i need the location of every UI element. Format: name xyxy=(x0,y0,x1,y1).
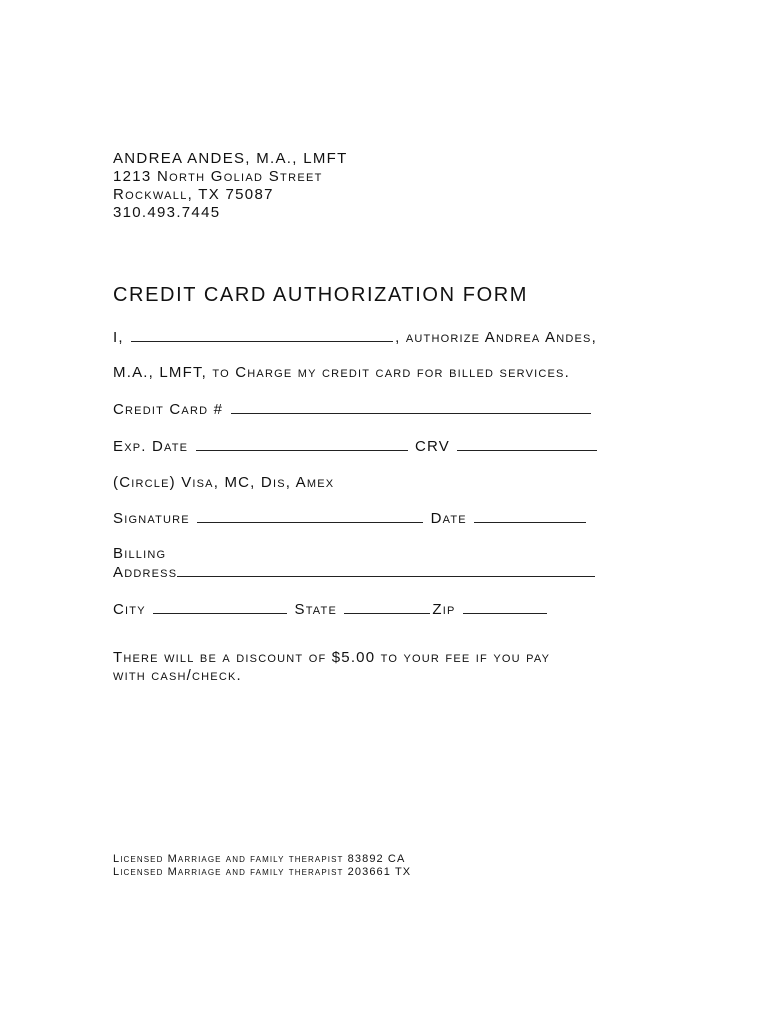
credit-card-number-field[interactable] xyxy=(231,400,591,414)
state-label: State xyxy=(294,601,337,618)
signature-row xyxy=(113,509,588,527)
city-state-zip: Rockwall, TX 75087 xyxy=(113,186,274,203)
address-label: Address xyxy=(113,564,178,581)
billing-address-field[interactable] xyxy=(177,563,595,577)
credit-card-label: Credit Card # xyxy=(113,401,224,418)
exp-date-field[interactable] xyxy=(196,437,408,451)
authorize-row xyxy=(113,328,597,346)
zip-label: Zip xyxy=(432,601,456,618)
card-types-row: (Circle) Visa, MC, Dis, Amex xyxy=(113,474,335,491)
date-label: Date xyxy=(430,510,467,527)
street-address: 1213 North Goliad Street xyxy=(113,168,323,185)
license-footer xyxy=(113,853,411,879)
phone-number: 310.493.7445 xyxy=(113,204,221,221)
license-tx: Licensed Marriage and family therapist 203661 TX xyxy=(113,866,412,878)
form-title: CREDIT CARD AUTHORIZATION FORM xyxy=(113,284,529,306)
license-ca: Licensed Marriage and family therapist 83892 CA xyxy=(113,853,406,865)
billing-label: Billing xyxy=(113,545,167,562)
zip-field[interactable] xyxy=(463,600,547,614)
expiry-row xyxy=(113,437,599,455)
authorize-suffix: , authorize Andrea Andes, xyxy=(395,329,597,346)
authorize-row-2: M.A., LMFT, to Charge my credit card for billed services. xyxy=(113,364,570,381)
crv-label: CRV xyxy=(414,438,450,455)
signature-label: Signature xyxy=(113,510,190,527)
crv-field[interactable] xyxy=(457,437,597,451)
city-state-zip-row xyxy=(113,600,549,618)
billing-address-row xyxy=(113,563,597,581)
credit-card-row xyxy=(113,400,593,418)
date-field[interactable] xyxy=(474,509,586,523)
discount-note-line-2: with cash/check. xyxy=(113,667,242,684)
practitioner-name: ANDREA ANDES, M.A., LMFT xyxy=(113,150,348,167)
city-label: City xyxy=(113,601,146,618)
city-field[interactable] xyxy=(153,600,287,614)
signature-field[interactable] xyxy=(197,509,423,523)
state-field[interactable] xyxy=(344,600,430,614)
authorize-prefix: I, xyxy=(113,329,124,346)
discount-note-line-1: There will be a discount of $5.00 to your fee if you pay xyxy=(113,649,551,666)
authorizer-name-field[interactable] xyxy=(131,328,393,342)
exp-date-label: Exp. Date xyxy=(113,438,189,455)
letterhead xyxy=(113,150,613,222)
